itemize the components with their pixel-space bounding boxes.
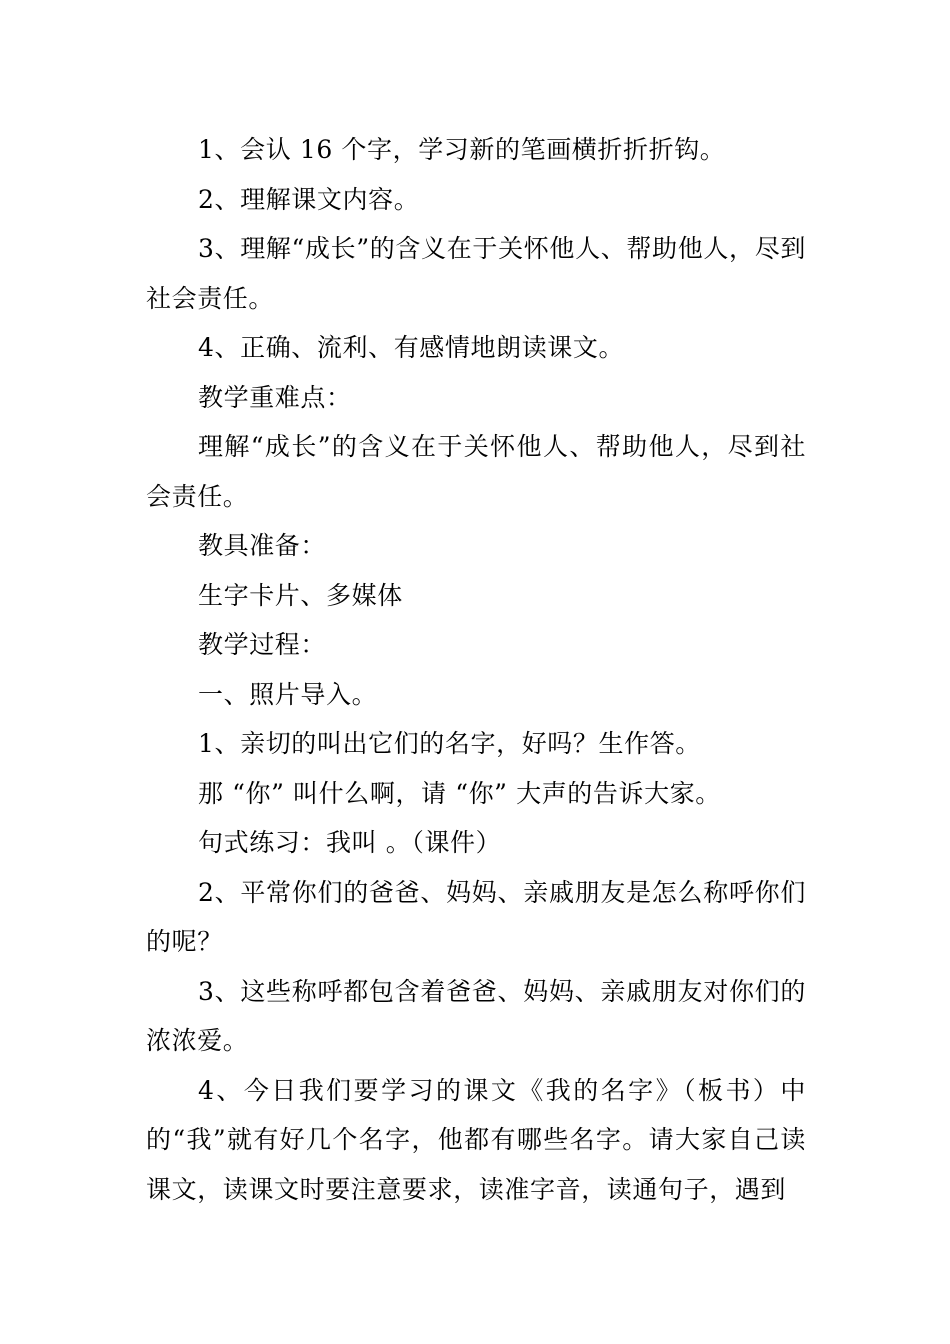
heading-key-difficulties: 教学重难点： [198, 382, 352, 412]
paragraph-objective-1: 1、会认 16 个字，学习新的笔画横折折折钩。 [198, 135, 726, 164]
paragraph-step-2: 2、平常你们的爸爸、妈妈、亲戚朋友是怎么称呼你们的呢？ [146, 877, 806, 956]
paragraph-step-1: 1、亲切的叫出它们的名字，好吗？生作答。 [198, 729, 701, 758]
paragraph-objective-4: 4、正确、流利、有感情地朗读课文。 [198, 333, 625, 362]
heading-photo-intro: 一、照片导入。 [198, 679, 378, 709]
heading-teaching-aids: 教具准备： [198, 531, 327, 560]
paragraph-step-4: 4、今日我们要学习的课文《我的名字》（板书）中的“我”就有好几个名字，他都有哪些名字。请大家自己读课文，读课文时要注意要求，读准字音，读通句子，遇到 [146, 1075, 806, 1204]
paragraph-step-1-followup: 那 “你” 叫什么啊，请 “你” 大声的告诉大家。 [198, 778, 721, 808]
paragraph-objective-3: 3、理解“成长”的含义在于关怀他人、帮助他人，尽到社会责任。 [146, 234, 806, 313]
paragraph-sentence-practice: 句式练习：我叫 。（课件） [198, 828, 502, 857]
paragraph-key-difficulties: 理解“成长”的含义在于关怀他人、帮助他人，尽到社会责任。 [146, 432, 806, 511]
paragraph-objective-2: 2、理解课文内容。 [198, 184, 420, 214]
document-body [146, 125, 806, 1214]
heading-teaching-process: 教学过程： [198, 630, 327, 659]
paragraph-step-3: 3、这些称呼都包含着爸爸、妈妈、亲戚朋友对你们的浓浓爱。 [146, 976, 806, 1055]
paragraph-teaching-aids: 生字卡片、多媒体 [198, 580, 403, 610]
